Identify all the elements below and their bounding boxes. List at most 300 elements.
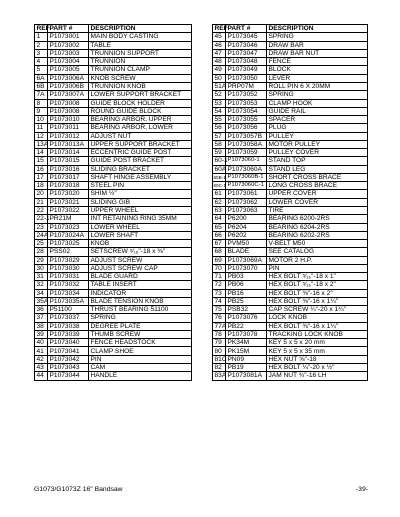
description-cell: MOTOR PULLEY (267, 140, 368, 148)
table-row (35, 198, 192, 206)
part-number-cell: P1073069A (226, 256, 267, 264)
ref-cell: 48 (213, 58, 226, 66)
part-number-cell: P1073055 (226, 116, 267, 124)
part-number-cell: P1073004 (48, 58, 89, 66)
part-number-cell: P1073049 (226, 66, 267, 74)
ref-cell: 60C-1 (213, 183, 227, 189)
ref-cell: 76 (213, 314, 226, 322)
description-cell: TIRE (267, 206, 368, 214)
part-number-cell: P1073007A (48, 91, 89, 99)
table-row (213, 206, 368, 214)
table-row (35, 157, 192, 165)
part-number-cell: P1073010 (48, 116, 89, 124)
part-number-cell: PB25 (226, 297, 267, 305)
part-number-cell: PSS02 (48, 248, 89, 256)
description-cell: DRAW BAR NUT (267, 49, 368, 57)
ref-cell: 45 (213, 33, 226, 41)
part-number-cell: P1073018 (48, 182, 89, 190)
part-number-cell: P1073043 (48, 364, 89, 372)
ref-cell: 60B-1 (213, 174, 226, 180)
part-number-cell: P1073021 (48, 198, 89, 206)
table-row (35, 273, 192, 281)
ref-header: REF (36, 25, 50, 33)
ref-cell: 23 (35, 223, 48, 231)
description-cell: TRUNNION (89, 58, 192, 66)
ref-cell: 57 (213, 132, 226, 140)
ref-cell: 73 (213, 289, 226, 297)
description-cell: LOWER SUPPORT BRACKET (89, 91, 192, 99)
ref-cell: 67 (213, 240, 226, 248)
table-row (213, 306, 368, 314)
ref-cell: 11 (35, 124, 48, 132)
part-number-cell: P1073014 (48, 149, 89, 157)
description-cell: SETSCREW ⁵⁄₁₆"-18 x ⅜" (89, 248, 192, 256)
description-cell: SEE CATALOG (267, 248, 368, 256)
description-cell: HEX BOLT ⁵⁄₁₆"-18 x 1" (267, 273, 368, 281)
table-row (35, 248, 192, 256)
description-cell: CAP SCREW ¼"-20 x 1¼" (267, 306, 368, 314)
ref-cell: 38 (35, 322, 48, 330)
part-number-cell: P1073017 (48, 173, 89, 181)
description-cell: LOWER WHEEL (89, 223, 192, 231)
table-row (35, 264, 192, 272)
table-row (213, 190, 368, 198)
description-cell: GUIDE BLOCK HOLDER (89, 99, 192, 107)
ref-cell: 74 (213, 297, 226, 305)
ref-cell: 60-1 (214, 157, 228, 165)
ref-cell: 40 (35, 339, 48, 347)
ref-cell: 46 (213, 41, 226, 49)
part-number-cell: P6200 (226, 215, 267, 223)
ref-cell: 25 (35, 240, 48, 248)
part-number-cell: P1073056 (226, 124, 267, 132)
table-row (213, 157, 368, 165)
table-row (35, 165, 192, 173)
description-cell: ADJUST SCREW CAP (89, 264, 192, 272)
table-row (213, 223, 368, 231)
part-number-cell: P1073078 (226, 330, 267, 338)
table-row (35, 322, 192, 330)
part-number-cell: P1073020 (48, 190, 89, 198)
description-cell: BEARING 6204-2RS (267, 223, 368, 231)
table-row (213, 364, 368, 372)
table-header-row (213, 25, 368, 33)
table-row (213, 74, 368, 82)
table-row (35, 206, 192, 214)
ref-cell: 70 (213, 264, 226, 272)
ref-cell: 65 (213, 223, 226, 231)
ref-cell: 10 (35, 116, 48, 124)
ref-cell: 54 (213, 107, 226, 115)
ref-cell: 77A (214, 322, 227, 330)
ref-cell: 1 (35, 33, 48, 41)
table-row (35, 124, 192, 132)
part-number-cell: PR21M (48, 215, 89, 223)
table-row (35, 372, 192, 380)
description-cell: KNOB SCREW (89, 74, 192, 82)
part-number-cell: P1073025 (48, 240, 89, 248)
table-row (213, 91, 368, 99)
table-row (213, 297, 368, 305)
parts-table-body (213, 33, 368, 380)
description-cell: BEARING 6202-2RS (267, 231, 368, 239)
table-row (213, 339, 368, 347)
footer-model-title: G1073/G1073Z 16" Bandsaw (34, 486, 123, 493)
part-number-cell: P1073076 (226, 314, 267, 322)
part-number-cell: P1073053 (226, 99, 267, 107)
table-row (213, 132, 368, 140)
ref-cell: 75 (213, 306, 226, 314)
part-number-cell: PB06 (226, 281, 267, 289)
table-row (35, 330, 192, 338)
description-cell: PIN (267, 264, 368, 272)
part-number-cell: P1073045 (226, 33, 267, 41)
description-cell: HEX BOLT ⅜"-16 x 2" (267, 289, 368, 297)
description-cell: BLADE TENSION KNOB (89, 297, 192, 305)
part-number-cell: P1073081A (226, 372, 267, 380)
description-cell: UPPER SUPPORT BRACKET (89, 140, 192, 148)
description-cell: CAM (89, 364, 192, 372)
ref-cell: 2 (35, 41, 48, 49)
description-cell: KEY 5 x 5 x 20 mm (267, 339, 368, 347)
description-cell: ROLL PIN 6 X 20MM (267, 82, 368, 90)
part-number-cell: P1073046 (226, 41, 267, 49)
ref-cell: 64 (213, 215, 226, 223)
description-cell: KEY 5 x 5 x 35 mm (267, 347, 368, 355)
table-row (35, 231, 192, 239)
part-number-cell: P1073002 (48, 41, 89, 49)
description-cell: HANDLE (89, 372, 192, 380)
part-number-cell: P1073070 (226, 264, 267, 272)
ref-cell: 31 (35, 273, 48, 281)
table-row (35, 182, 192, 190)
table-row (213, 314, 368, 322)
table-row (213, 124, 368, 132)
table-row (35, 41, 192, 49)
ref-cell: 34 (35, 289, 48, 297)
part-number-cell: P1073003 (48, 49, 89, 57)
ref-cell: 51A (214, 83, 227, 91)
description-header: DESCRIPTION (267, 25, 368, 33)
ref-cell: 43 (35, 364, 48, 372)
part-number-cell: P1073005 (48, 66, 89, 74)
ref-cell: 12 (35, 132, 48, 140)
ref-cell: 60A (214, 165, 227, 173)
table-row (213, 66, 368, 74)
part-number-cell: P1073024A (48, 231, 89, 239)
table-row (213, 165, 368, 173)
ref-cell: 8 (35, 99, 48, 107)
part-number-cell: P1073042 (48, 355, 89, 363)
description-cell: PULLEY (267, 132, 368, 140)
ref-cell: 52 (213, 91, 226, 99)
ref-cell: 6B (35, 82, 48, 90)
ref-cell: 72 (213, 281, 226, 289)
ref-cell: 83A (214, 372, 227, 380)
table-row (35, 132, 192, 140)
part-number-cell: P1073029 (48, 256, 89, 264)
table-row (213, 231, 368, 239)
table-row (213, 182, 368, 190)
description-cell: SPRING (267, 91, 368, 99)
part-number-cell: PB03 (226, 273, 267, 281)
part-number-cell: P1073030 (48, 264, 89, 272)
part-number-cell: P1073040 (48, 339, 89, 347)
ref-cell: 53 (213, 99, 226, 107)
part-number-cell: P1073022 (48, 206, 89, 214)
description-cell: SPACER (267, 116, 368, 124)
table-row (213, 58, 368, 66)
ref-cell: 15 (35, 157, 48, 165)
ref-cell: 39 (35, 330, 48, 338)
part-number-cell: P1073057B (226, 132, 267, 140)
table-row (213, 264, 368, 272)
description-cell: HEX BOLT ⅜"-16 x 1¼" (267, 297, 368, 305)
ref-cell: 58 (213, 140, 226, 148)
part-number-cell: P51100 (48, 306, 89, 314)
table-row (213, 322, 368, 330)
description-cell: THUMB SCREW (89, 330, 192, 338)
part-number-cell: P6202 (226, 231, 267, 239)
table-row (213, 347, 368, 355)
description-cell: TRUNNION CLAMP (89, 66, 192, 74)
description-cell: V-BELT M50 (267, 240, 368, 248)
part-number-cell: PVM50 (226, 240, 267, 248)
description-cell: JAM NUT ¾"-16 LH (267, 372, 368, 380)
part-number-cell: P1073012 (48, 132, 89, 140)
ref-cell: 22 (35, 206, 48, 214)
description-cell: TRACKING LOCK KNOB (267, 330, 368, 338)
table-row (213, 33, 368, 41)
ref-cell: 56 (213, 124, 226, 132)
ref-cell: 13A (36, 140, 49, 148)
ref-cell: 18 (35, 182, 48, 190)
table-row (213, 240, 368, 248)
table-row (35, 215, 192, 223)
table-row (35, 306, 192, 314)
description-cell: SHAFT HINGE ASSEMBLY (89, 173, 192, 181)
ref-cell: 36 (35, 306, 48, 314)
description-cell: ROUND GUIDE BLOCK (89, 107, 192, 115)
table-row (213, 248, 368, 256)
description-cell: SPRING (89, 314, 192, 322)
description-cell: PIN (89, 355, 192, 363)
table-row (35, 33, 192, 41)
table-header-row (35, 25, 192, 33)
description-cell: GUIDE RAIL (267, 107, 368, 115)
description-cell: FENCE HEADSTOCK (89, 339, 192, 347)
part-number-cell: P1073038 (48, 322, 89, 330)
description-header: DESCRIPTION (89, 25, 192, 33)
table-row (213, 281, 368, 289)
description-cell: CLAMP SHOE (89, 347, 192, 355)
ref-cell: 68 (213, 248, 226, 256)
ref-cell: 17 (35, 173, 48, 181)
ref-cell: 78 (213, 330, 226, 338)
table-row (35, 223, 192, 231)
part-header: PART # (226, 25, 267, 33)
table-row (35, 82, 192, 90)
ref-cell: 5 (35, 66, 48, 74)
table-row (213, 256, 368, 264)
part-number-cell: P1073008 (48, 99, 89, 107)
ref-cell: 63 (213, 206, 226, 214)
table-row (213, 99, 368, 107)
description-cell: LEVER (267, 74, 368, 82)
part-number-cell: PB16 (226, 289, 267, 297)
part-number-cell: PSB32 (226, 306, 267, 314)
part-number-cell: P1073063 (226, 206, 267, 214)
part-number-cell: P1073048 (226, 58, 267, 66)
ref-cell: 9 (35, 107, 48, 115)
part-number-cell: P1073058A (226, 140, 267, 148)
ref-cell: 20 (35, 190, 48, 198)
part-number-cell: P1073035A (48, 297, 89, 305)
ref-cell: 55 (213, 116, 226, 124)
description-cell: BLOCK (267, 66, 368, 74)
ref-cell: 47 (213, 49, 226, 57)
parts-table-right (212, 24, 368, 381)
table-row (35, 297, 192, 305)
part-number-cell: P1073062 (226, 198, 267, 206)
part-number-cell: P1073008 (48, 107, 89, 115)
ref-cell: 28 (35, 248, 48, 256)
description-cell: GUIDE POST BRACKET (89, 157, 192, 165)
description-cell: HEX NUT ⅝"-18 (267, 355, 368, 363)
ref-cell: 22-1 (36, 215, 50, 223)
part-number-cell: PRP07M (226, 82, 267, 90)
description-cell: BEARING ARBOR, LOWER (89, 124, 192, 132)
table-row (35, 281, 192, 289)
description-cell: STEEL PIN (89, 182, 192, 190)
ref-cell: 42 (35, 355, 48, 363)
part-number-cell: P1073013A (48, 140, 89, 148)
table-row (35, 91, 192, 99)
ref-cell: 71 (213, 273, 226, 281)
part-number-cell: P1073016 (48, 165, 89, 173)
description-cell: SLIDING BRACKET (89, 165, 192, 173)
table-row (35, 355, 192, 363)
description-cell: SPRING (267, 33, 368, 41)
part-number-cell: P1073031 (48, 273, 89, 281)
part-number-cell: P1073060-1 (226, 157, 267, 165)
table-row (35, 364, 192, 372)
ref-cell: 62 (213, 198, 226, 206)
description-cell: SLIDING GIB (89, 198, 192, 206)
table-row (213, 82, 368, 90)
part-number-cell: P1073052 (226, 91, 267, 99)
part-number-cell: P1073001 (48, 33, 89, 41)
ref-cell: 6A (35, 74, 48, 82)
ref-cell: 79 (213, 339, 226, 347)
description-cell: HEX BOLT ⁵⁄₁₆"-18 x 2" (267, 281, 368, 289)
parts-table-body (35, 33, 192, 380)
table-row (35, 107, 192, 115)
description-cell: SHIM ½" (89, 190, 192, 198)
ref-cell: 24A (36, 231, 49, 239)
description-cell: LOWER COVER (267, 198, 368, 206)
table-row (35, 240, 192, 248)
table-row (213, 116, 368, 124)
description-cell: STAND LEG (267, 165, 368, 173)
part-number-cell: P1073044 (48, 372, 89, 380)
table-row (213, 49, 368, 57)
ref-header: REF (214, 25, 228, 33)
part-number-cell: P1073059 (226, 149, 267, 157)
ref-cell: 30 (35, 264, 48, 272)
description-cell: KNOB (89, 240, 192, 248)
ref-cell: 32 (35, 281, 48, 289)
part-number-cell: PK15M (226, 347, 267, 355)
part-number-cell: P1073037 (48, 314, 89, 322)
part-number-cell: P1073061 (226, 190, 267, 198)
table-row (35, 256, 192, 264)
table-row (213, 107, 368, 115)
part-number-cell: PK34M (226, 339, 267, 347)
ref-cell: 41 (35, 347, 48, 355)
ref-cell: 81C (214, 355, 227, 363)
part-number-cell: P1073060C-1 (226, 182, 267, 190)
description-cell: DRAW BAR (267, 41, 368, 49)
description-cell: FENCE (267, 58, 368, 66)
table-row (35, 190, 192, 198)
table-row (35, 116, 192, 124)
ref-cell: 29 (35, 256, 48, 264)
description-cell: HEX BOLT ⅜"-16 x 1¼" (267, 322, 368, 330)
table-row (213, 41, 368, 49)
ref-cell: 50 (213, 74, 226, 82)
part-number-cell: P6204 (226, 223, 267, 231)
ref-cell: 66 (213, 231, 226, 239)
part-number-cell: P1073006A (48, 74, 89, 82)
table-row (213, 289, 368, 297)
part-number-cell: P1073023 (48, 223, 89, 231)
description-cell: ADJUST SCREW (89, 256, 192, 264)
table-row (213, 173, 368, 181)
description-cell: ADJUST NUT (89, 132, 192, 140)
description-cell: PLUG (267, 124, 368, 132)
part-number-cell: P1073006B (48, 82, 89, 90)
part-number-cell: PB22 (226, 322, 267, 330)
table-row (213, 198, 368, 206)
footer-page-number: -39- (355, 486, 368, 493)
ref-cell: 69 (213, 256, 226, 264)
ref-cell: 3 (35, 49, 48, 57)
table-row (35, 66, 192, 74)
part-number-cell: P1073034 (48, 289, 89, 297)
ref-cell: 44 (35, 372, 48, 380)
part-header: PART # (48, 25, 89, 33)
table-row (35, 74, 192, 82)
ref-cell: 80 (213, 347, 226, 355)
description-cell: CLAMP HOOK (267, 99, 368, 107)
part-number-cell: P1073041 (48, 347, 89, 355)
description-cell: PULLEY COVER (267, 149, 368, 157)
description-cell: TABLE INSERT (89, 281, 192, 289)
part-number-cell: P1073047 (226, 49, 267, 57)
description-cell: LOCK KNOB (267, 314, 368, 322)
description-cell: BLADE GUARD (89, 273, 192, 281)
description-cell: DEGREE PLATE (89, 322, 192, 330)
ref-cell: 4 (35, 58, 48, 66)
table-row (213, 140, 368, 148)
description-cell: INT RETAINING RING 35MM (89, 215, 192, 223)
ref-cell: 37 (35, 314, 48, 322)
table-row (35, 149, 192, 157)
description-cell: TRUNNION SUPPORT (89, 49, 192, 57)
part-number-cell: P1073054 (226, 107, 267, 115)
description-cell: TABLE (89, 41, 192, 49)
